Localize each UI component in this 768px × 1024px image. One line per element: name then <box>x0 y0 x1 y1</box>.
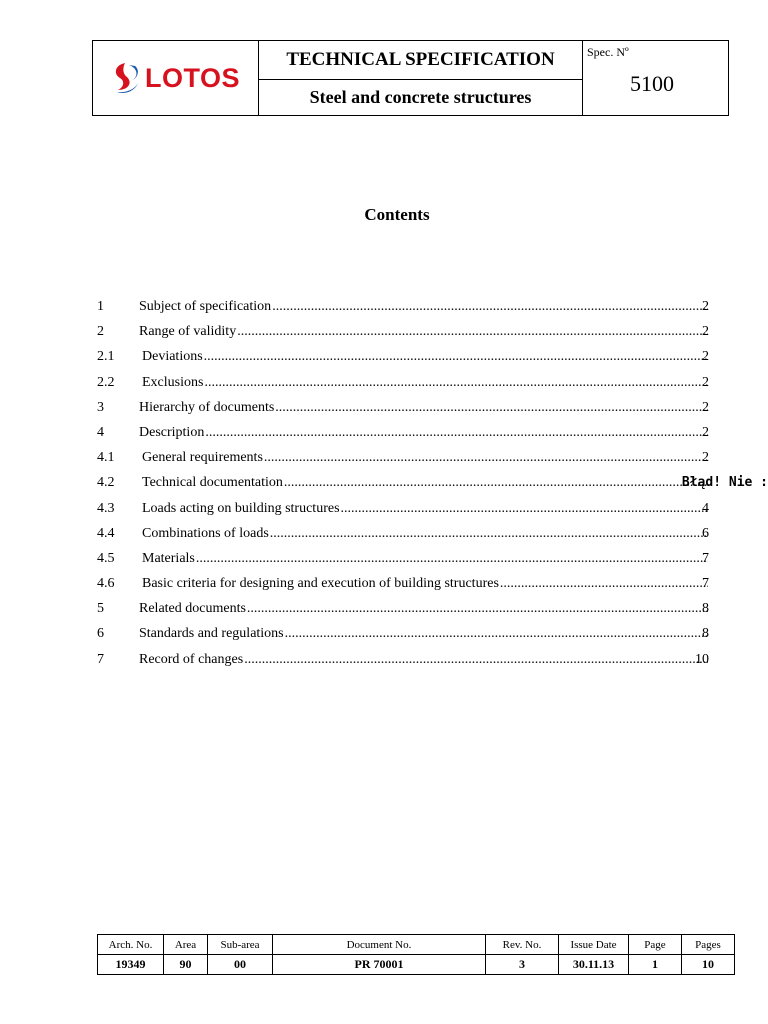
toc-dot-leader <box>204 373 708 392</box>
toc-dot-leader <box>264 448 708 467</box>
lotos-swirl-icon <box>111 61 141 95</box>
toc-entry[interactable] <box>97 599 768 624</box>
footer-value-cell: 00 <box>208 955 273 975</box>
toc-entry-title: Combinations of loads <box>142 525 269 541</box>
toc-entry-number: 4 <box>97 424 104 440</box>
toc-entry-page: 2 <box>702 399 709 415</box>
toc-entry[interactable] <box>97 574 768 599</box>
toc-entry-title: Basic criteria for designing and execution of building structures <box>142 576 499 592</box>
toc-entry-line <box>142 499 708 518</box>
toc-entry-line <box>142 574 708 593</box>
toc-entry[interactable] <box>97 398 768 423</box>
footer-value-cell: 3 <box>486 955 559 975</box>
toc-entry-line <box>139 624 708 643</box>
footer-values-row <box>98 955 735 975</box>
toc-entry-number: 6 <box>97 626 104 642</box>
toc-entry-page: 8 <box>702 601 709 617</box>
toc-entry-title: Deviations <box>142 349 203 365</box>
toc-entry-number: 7 <box>97 651 104 667</box>
toc-entry-number: 4.2 <box>97 475 115 491</box>
toc-entry-title: Description <box>139 424 205 440</box>
toc-dot-leader <box>270 524 708 543</box>
toc-entry[interactable] <box>97 423 768 448</box>
spec-number-value: 5100 <box>630 71 674 96</box>
footer-value-cell: 30.11.13 <box>559 955 629 975</box>
toc-dot-leader <box>237 322 708 341</box>
toc-dot-leader <box>205 423 708 442</box>
footer-header-cell: Pages <box>682 935 735 955</box>
toc-dot-leader <box>275 398 708 417</box>
document-subject-title: Steel and concrete structures <box>309 87 532 107</box>
footer-value-cell: 10 <box>682 955 735 975</box>
document-header <box>92 40 729 116</box>
toc-entry-number: 2 <box>97 324 104 340</box>
title-cell <box>259 41 583 115</box>
toc-entry-line <box>142 524 708 543</box>
toc-entry-page: 6 <box>702 525 709 541</box>
toc-entry-number: 4.5 <box>97 550 115 566</box>
toc-dot-leader <box>244 650 708 669</box>
toc-entry-title: Subject of specification <box>139 299 272 314</box>
footer-header-cell: Rev. No. <box>486 935 559 955</box>
footer-header-cell: Sub-area <box>208 935 273 955</box>
table-of-contents <box>97 297 768 675</box>
toc-entry[interactable] <box>97 624 768 649</box>
document-footer-table <box>97 934 735 975</box>
toc-entry-page: 2 <box>702 450 709 466</box>
spec-number-cell <box>583 41 728 115</box>
toc-entry-page: 2 <box>702 324 709 340</box>
toc-entry-title: Loads acting on building structures <box>142 500 340 516</box>
logo-text: LOTOS <box>144 62 240 93</box>
toc-entry[interactable] <box>97 524 768 549</box>
toc-entry-title: Materials <box>142 550 195 566</box>
toc-entry-title: Range of validity <box>139 324 237 340</box>
toc-dot-leader <box>247 599 708 618</box>
toc-entry-number: 1 <box>97 299 104 314</box>
toc-entry[interactable] <box>97 347 768 372</box>
toc-entry-number: 3 <box>97 399 104 415</box>
toc-entry[interactable] <box>97 297 768 322</box>
toc-entry[interactable] <box>97 549 768 574</box>
toc-entry-title: Hierarchy of documents <box>139 399 275 415</box>
company-logo <box>111 61 240 95</box>
toc-entry-page: 2 <box>702 299 709 314</box>
toc-entry[interactable] <box>97 322 768 347</box>
toc-entry-line <box>139 423 708 442</box>
toc-entry-title: Technical documentation <box>142 475 283 491</box>
toc-entry-page: 8 <box>702 626 709 642</box>
toc-entry-title: Record of changes <box>139 651 244 667</box>
footer-header-cell: Document No. <box>273 935 486 955</box>
toc-entry-page: 4 <box>702 500 709 516</box>
document-type-title: TECHNICAL SPECIFICATION <box>259 41 582 80</box>
toc-entry-number: 4.4 <box>97 525 115 541</box>
footer-header-cell: Area <box>164 935 208 955</box>
toc-entry-page: Błąd! Nie : <box>681 475 768 491</box>
toc-entry[interactable] <box>97 448 768 473</box>
toc-entry-number: 4.1 <box>97 450 115 466</box>
toc-dot-leader <box>500 574 708 593</box>
toc-entry-number: 4.3 <box>97 500 115 516</box>
toc-dot-leader <box>284 473 708 492</box>
toc-entry-page: 2 <box>702 374 709 390</box>
toc-entry-title: Exclusions <box>142 374 204 390</box>
toc-entry-line <box>142 473 708 492</box>
toc-entry-number: 2.2 <box>97 374 115 390</box>
toc-entry-line <box>139 650 708 669</box>
toc-entry-page: 2 <box>702 349 709 365</box>
footer-value-cell: 90 <box>164 955 208 975</box>
footer-value-cell: 1 <box>629 955 682 975</box>
toc-entry-line <box>139 322 708 341</box>
toc-dot-leader <box>285 624 708 643</box>
footer-value-cell: 19349 <box>98 955 164 975</box>
footer-header-cell: Page <box>629 935 682 955</box>
toc-entry-page: 2 <box>702 424 709 440</box>
toc-entry-page: 10 <box>695 651 709 667</box>
toc-entry[interactable] <box>97 650 768 675</box>
footer-header-row <box>98 935 735 955</box>
toc-dot-leader <box>204 347 708 366</box>
logo-cell <box>93 41 259 115</box>
toc-entry-number: 5 <box>97 601 104 617</box>
toc-dot-leader <box>272 297 708 316</box>
toc-entry-line <box>142 373 708 392</box>
toc-entry[interactable] <box>97 373 768 398</box>
contents-heading: Contents <box>364 205 430 224</box>
footer-header-cell: Arch. No. <box>98 935 164 955</box>
toc-entry[interactable] <box>97 499 768 524</box>
toc-entry[interactable] <box>97 473 768 498</box>
toc-entry-title: Standards and regulations <box>139 626 284 642</box>
toc-entry-page: 7 <box>702 550 709 566</box>
toc-dot-leader <box>196 549 708 568</box>
toc-entry-page: 7 <box>702 576 709 592</box>
footer-value-cell: PR 70001 <box>273 955 486 975</box>
toc-entry-number: 2.1 <box>97 349 115 365</box>
toc-entry-line <box>142 448 708 467</box>
spec-number-label: Spec. Nº <box>587 45 629 59</box>
toc-entry-number: 4.6 <box>97 576 115 592</box>
toc-entry-title: Related documents <box>139 601 246 617</box>
toc-entry-title: General requirements <box>142 450 263 466</box>
toc-entry-line <box>142 549 708 568</box>
footer-header-cell: Issue Date <box>559 935 629 955</box>
toc-entry-line <box>142 347 708 366</box>
toc-entry-line <box>139 398 708 417</box>
toc-dot-leader <box>341 499 708 518</box>
toc-entry-line <box>139 599 708 618</box>
toc-entry-line <box>139 297 708 316</box>
